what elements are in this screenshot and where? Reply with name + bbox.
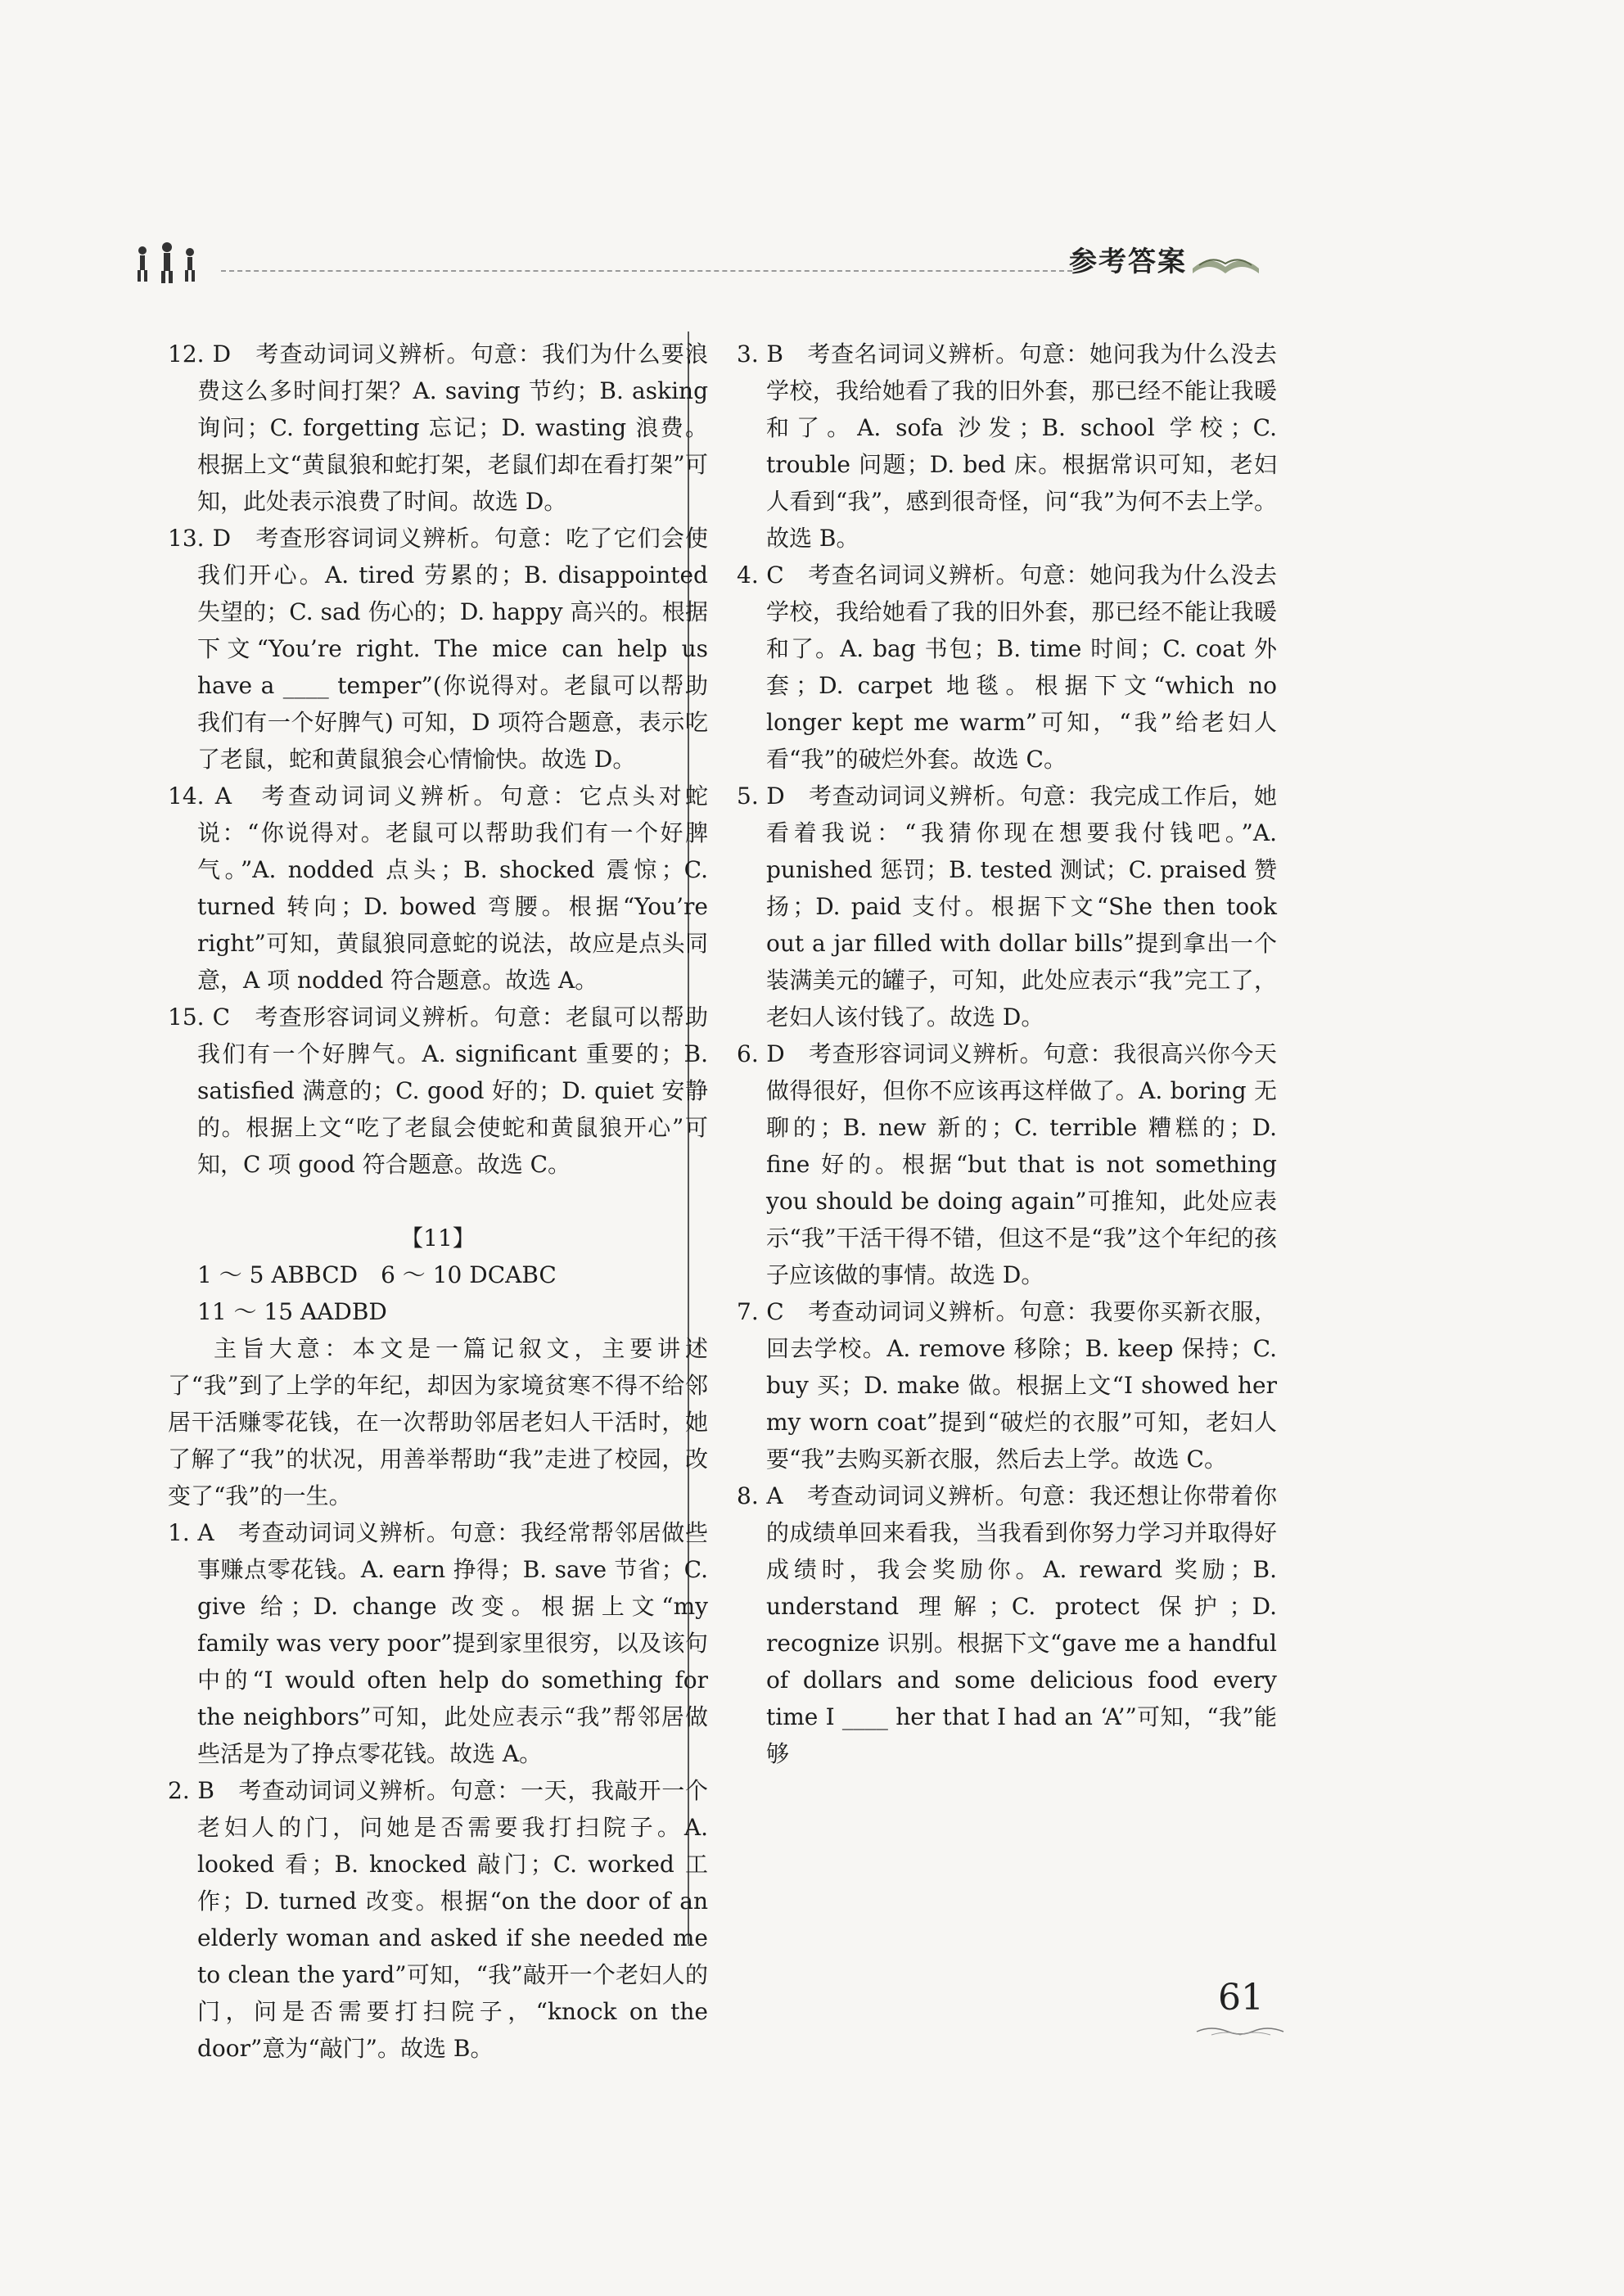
running-figures-icon [131,237,213,286]
answer-item: 3. B 考查名词词义辨析。句意：她问我为什么没去学校，我给她看了我的旧外套，那已经不能让我暖和了。A. sofa 沙发；B. school 学校；C. trouble 问题；D. bed 床。根据常识可知，老妇人看到“我”，感到很奇怪，问“我”为何不去上学。故选 B。 [737,341,1277,552]
page-header [123,237,1261,286]
answer-key-line: 1 ～ 5 ABBCD 6 ～ 10 DCABC [197,1261,557,1288]
right-column [737,336,1277,1772]
answer-item: 4. C 考查名词词义辨析。句意：她问我为什么没去学校，我给她看了我的旧外套，那已经不能让我暖和了。A. bag 书包；B. time 时间；C. coat 外套；D. carpet 地毯。根据下文“which no longer kept me warm”可知，“我”给老妇人看“我”的破烂外套。故选 C。 [737,562,1277,773]
answer-item: 2. B 考查动词词义辨析。句意：一天，我敲开一个老妇人的门，问她是否需要我打扫院子。A. looked 看；B. knocked 敲门；C. worked 工作；D. turned 改变。根据“on the door of an elderly woman and asked if she needed me to clean the yard”可知，“我”敲开一个老妇人的门，问是否需要打扫院子，“knock on the door”意为“敲门”。故选 B。 [168,1777,708,2062]
answer-item: 5. D 考查动词词义辨析。句意：我完成工作后，她看着我说：“我猜你现在想要我付钱吧。”A. punished 惩罚；B. tested 测试；C. praised 赞扬；D. paid 支付。根据下文“She then took out a jar filled with dollar bills”提到拿出一个装满美元的罐子，可知，此处应表示“我”完工了，老妇人该付钱了。故选 D。 [737,783,1277,1031]
header-title: 参考答案 [1069,246,1187,278]
answer-item: 8. A 考查动词词义辨析。句意：我还想让你带着你的成绩单回来看我，当我看到你努力学习并取得好成绩时，我会奖励你。A. reward 奖励；B. understand 理解；C. protect 保护；D. recognize 识别。根据下文“gave me a handful of dollars and some delicious food every time I ____ her that I had an ‘A’”可知，“我”能够 [737,1482,1277,1767]
left-column [168,336,708,2067]
answer-key-line: 11 ～ 15 AADBD [197,1298,387,1325]
answer-item: 15. C 考查形容词词义辨析。句意：老鼠可以帮助我们有一个好脾气。A. significant 重要的；B. satisfied 满意的；C. good 好的；D. quiet 安静的。根据上文“吃了老鼠会使蛇和黄鼠狼开心”可知，C 项 good 符合题意。故选 C。 [168,1004,708,1178]
answer-item: 7. C 考查动词词义辨析。句意：我要你买新衣服，回去学校。A. remove 移除；B. keep 保持；C. buy 买；D. make 做。根据上文“I showed her my worn coat”提到“破烂的衣服”可知，老妇人要“我”去购买新衣服，然后去上学。故选 C。 [737,1298,1277,1473]
answer-item: 13. D 考查形容词词义辨析。句意：吃了它们会使我们开心。A. tired 劳累的；B. disappointed 失望的；C. sad 伤心的；D. happy 高兴的。根据下文“You’re right. The mice can help us have a ____ temper”(你说得对。老鼠可以帮助我们有一个好脾气) 可知，D 项符合题意，表示吃了老鼠，蛇和黄鼠狼会心情愉快。故选 D。 [168,525,708,773]
section-title: 【11】 [400,1225,476,1252]
answer-item: 12. D 考查动词词义辨析。句意：我们为什么要浪费这么多时间打架？A. saving 节约；B. asking 询问；C. forgetting 忘记；D. wasting 浪费。根据上文“黄鼠狼和蛇打架，老鼠们却在看打架”可知，此处表示浪费了时间。故选 D。 [168,341,708,515]
header-divider-line [221,270,1072,272]
answer-item: 6. D 考查形容词词义辨析。句意：我很高兴你今天做得很好，但你不应该再这样做了。A. boring 无聊的；B. new 新的；C. terrible 糟糕的；D. fine 好的。根据“but that is not something you should be doing again”可推知，此处应表示“我”干活干得不错，但这不是“我”这个年纪的孩子应该做的事情。故选 D。 [737,1040,1277,1288]
answer-item: 14. A 考查动词词义辨析。句意：它点头对蛇说：“你说得对。老鼠可以帮助我们有一个好脾气。”A. nodded 点头；B. shocked 震惊；C. turned 转向；D. bowed 弯腰。根据“You’re right”可知，黄鼠狼同意蛇的说法，故应是点头同意，A 项 nodded 符合题意。故选 A。 [168,783,708,994]
open-book-icon [1191,244,1261,278]
page-ornament-icon [1195,2023,1285,2040]
answer-item: 1. A 考查动词词义辨析。句意：我经常帮邻居做些事赚点零花钱。A. earn 挣得；B. save 节省；C. give 给；D. change 改变。根据上文“my family was very poor”提到家里很穷，以及该句中的“I would often help do something for the neighbors”可知，此处应表示“我”帮邻居做些活是为了挣点零花钱。故选 A。 [168,1519,708,1767]
passage-summary: 主旨大意：本文是一篇记叙文，主要讲述了“我”到了上学的年纪，却因为家境贫寒不得不给邻居干活赚零花钱，在一次帮助邻居老妇人干活时，她了解了“我”的状况，用善举帮助“我”走进了校园，改变了“我”的一生。 [168,1335,708,1509]
page-number: 61 [1218,1977,1264,2019]
